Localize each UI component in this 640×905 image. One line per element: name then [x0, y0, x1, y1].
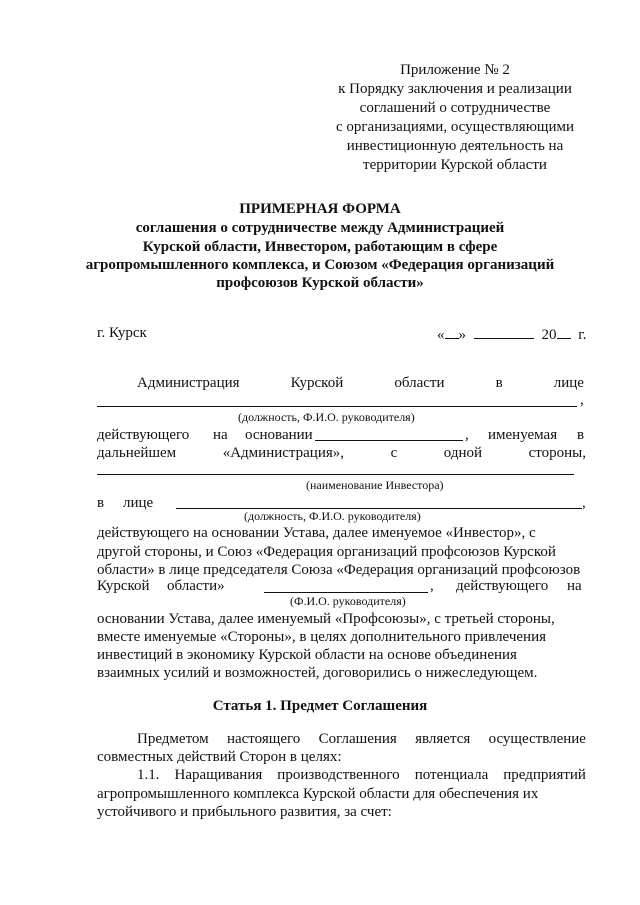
- article-1-line-1: [137, 730, 586, 748]
- comma: ,: [465, 427, 469, 443]
- form-title: ПРИМЕРНАЯ ФОРМА: [239, 201, 401, 217]
- comma: ,: [580, 392, 584, 408]
- date-month-field[interactable]: [474, 324, 534, 339]
- word: именуемая: [488, 427, 558, 443]
- appendix-line: к Порядку заключения и реализации: [338, 81, 572, 97]
- word: основании: [245, 427, 313, 443]
- caption-investor: (наименование Инвестора): [306, 478, 444, 492]
- article-1-title: Статья 1. Предмет Соглашения: [212, 698, 428, 714]
- investor-name-field[interactable]: [97, 474, 574, 475]
- para-line: другой стороны, и Союз «Федерация организаций профсоюзов Курской: [97, 544, 556, 560]
- word: Соглашения: [318, 731, 397, 747]
- para-line-4: [97, 444, 586, 462]
- word: Курской: [97, 578, 150, 594]
- form-subtitle-line: Курской области, Инвестором, работающим в сфере: [142, 239, 498, 255]
- comma: ,: [430, 578, 434, 594]
- word: стороны,: [528, 445, 586, 461]
- word: на: [213, 427, 228, 443]
- para-line: взаимных усилий и возможностей, договорились о нижеследующем.: [97, 665, 538, 681]
- word: Администрация: [137, 375, 240, 391]
- word: на: [567, 578, 582, 594]
- word: Предметом: [137, 731, 209, 747]
- word: области: [394, 375, 445, 391]
- date-day-open: «: [437, 327, 445, 343]
- word: осуществление: [488, 731, 586, 747]
- article-1-line-5: устойчивого и прибыльного развития, за счет:: [97, 804, 392, 820]
- form-subtitle-line: агропромышленного комплекса, и Союзом «Федерация организаций: [85, 257, 555, 273]
- comma: ,: [582, 495, 586, 511]
- word: производственного: [277, 767, 400, 783]
- place: г. Курск: [97, 325, 147, 341]
- appendix-line: с организациями, осуществляющими: [335, 119, 575, 135]
- para-line: области» в лице председателя Союза «Федерация организаций профсоюзов: [97, 562, 581, 578]
- basis-field[interactable]: [315, 440, 463, 441]
- word: одной: [443, 445, 483, 461]
- para-line: вместе именуемые «Стороны», в целях дополнительного привлечения: [97, 629, 546, 645]
- appendix-line: территории Курской области: [363, 157, 547, 173]
- article-1-line-2: совместных действий Сторон в целях:: [97, 749, 342, 765]
- date-day-close: »: [458, 327, 466, 343]
- caption-head-position: (должность, Ф.И.О. руководителя): [238, 410, 415, 424]
- word: Наращивания: [174, 767, 263, 783]
- form-subtitle-line: соглашения о сотрудничестве между Администрацией: [135, 220, 505, 236]
- para-line: основании Устава, далее именуемый «Профсоюзы», с третьей стороны,: [97, 611, 555, 627]
- para-line: инвестиций в экономику Курской области на основе объединения: [97, 647, 517, 663]
- word: действующего: [97, 427, 190, 443]
- article-1-line-4: агропромышленного комплекса Курской области для обеспечения их: [97, 786, 539, 802]
- caption-head-position-2: (должность, Ф.И.О. руководителя): [244, 509, 421, 523]
- appendix-line: соглашений о сотрудничестве: [359, 100, 551, 116]
- word: является: [415, 731, 471, 747]
- para-line: действующего на основании Устава, далее именуемое «Инвестор», с: [97, 525, 536, 541]
- word: в: [577, 427, 585, 443]
- word: потенциала: [414, 767, 489, 783]
- word: в: [97, 495, 105, 511]
- word: 1.1.: [137, 767, 160, 783]
- head-position-field[interactable]: [97, 406, 577, 407]
- word: с: [390, 445, 398, 461]
- article-1-line-3: [137, 766, 586, 784]
- caption-fio: (Ф.И.О. руководителя): [290, 594, 406, 608]
- form-subtitle-line: профсоюзов Курской области»: [216, 275, 424, 291]
- word: дальнейшем: [97, 445, 177, 461]
- date-suffix: г.: [578, 327, 587, 343]
- date: [437, 324, 586, 344]
- union-chair-field[interactable]: [264, 592, 428, 593]
- para-line-1: [137, 374, 584, 392]
- appendix-line: инвестиционную деятельность на: [346, 138, 564, 154]
- date-day-field[interactable]: [445, 324, 459, 339]
- word: области»: [167, 578, 225, 594]
- date-year-field[interactable]: [557, 324, 571, 339]
- word: лице: [553, 375, 584, 391]
- appendix-title: Приложение № 2: [400, 62, 510, 78]
- word: предприятий: [503, 767, 586, 783]
- word: настоящего: [226, 731, 301, 747]
- word: Курской: [290, 375, 344, 391]
- word: действующего: [456, 578, 549, 594]
- word: лице: [123, 495, 154, 511]
- date-year-prefix: 20: [541, 327, 557, 343]
- word: «Администрация»,: [222, 445, 345, 461]
- word: в: [495, 375, 503, 391]
